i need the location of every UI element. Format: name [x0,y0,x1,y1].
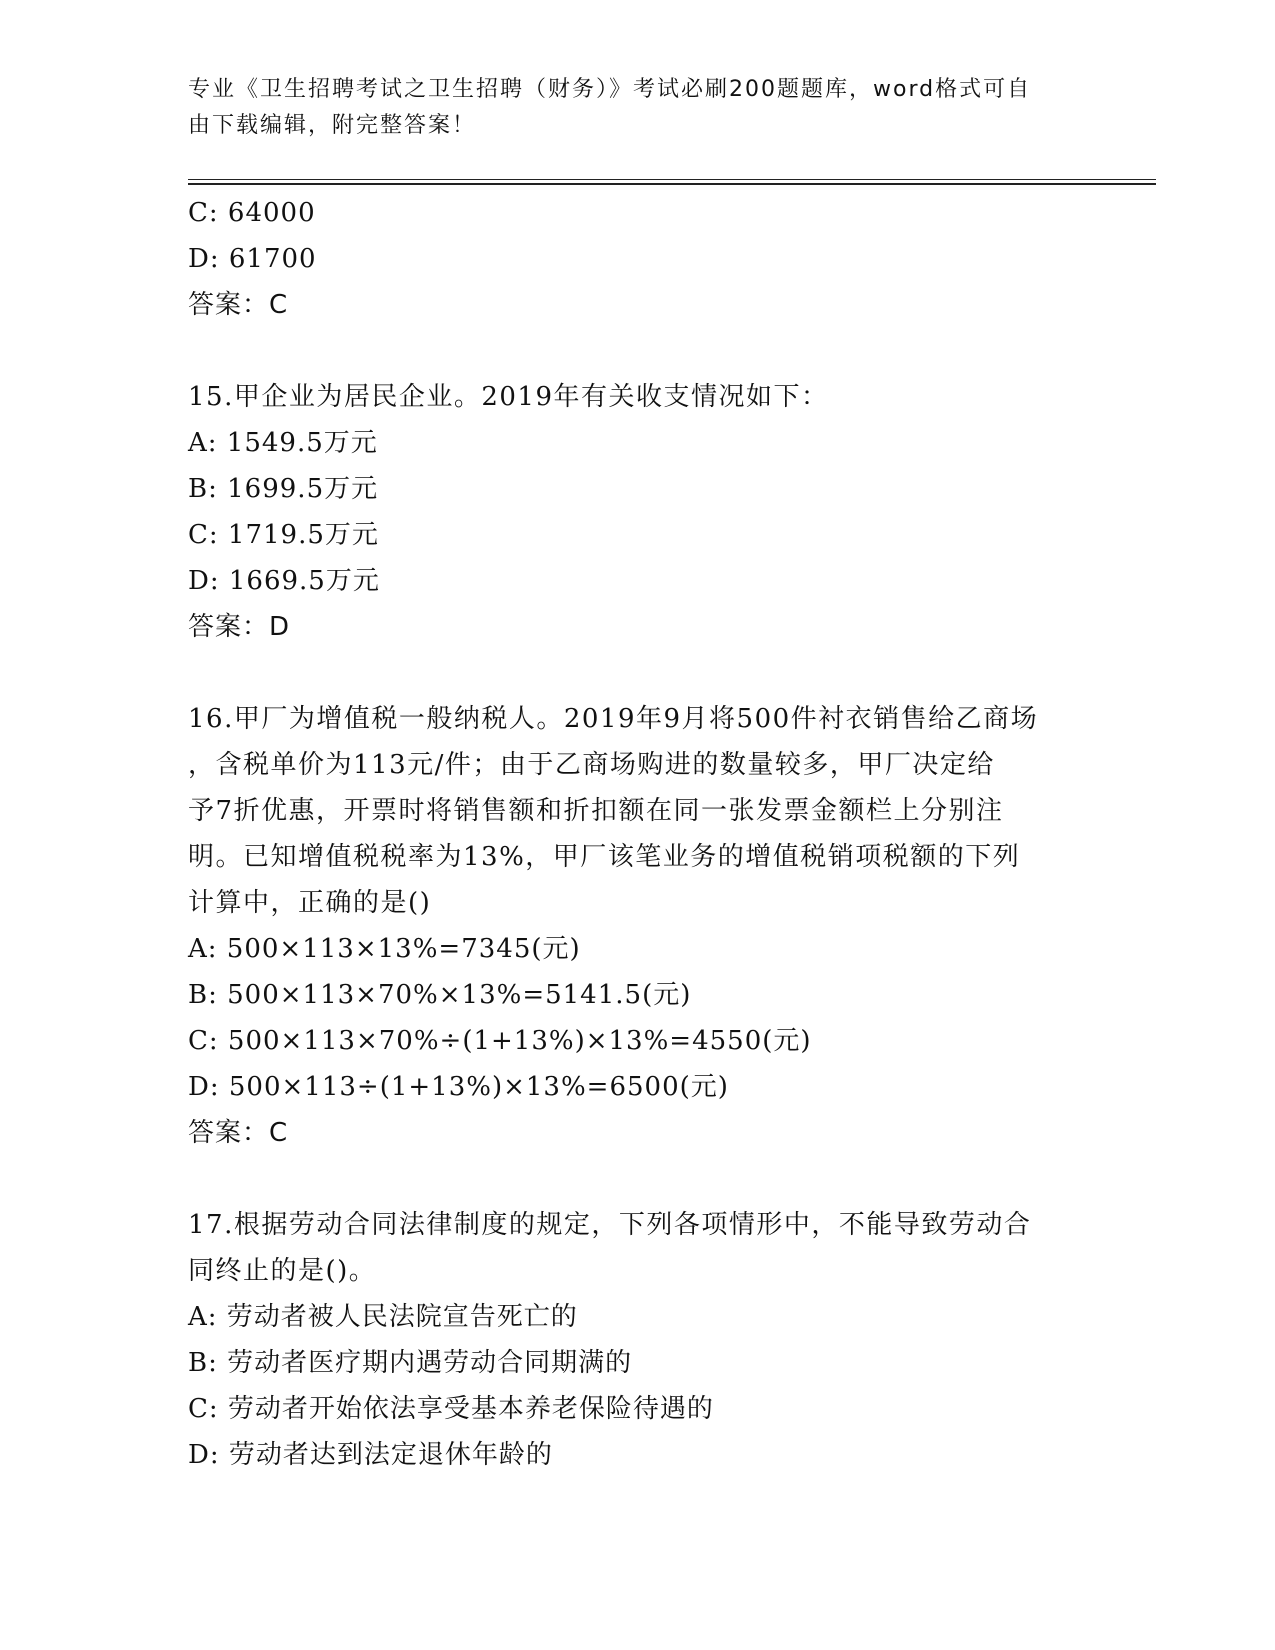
question-stem-line: 16.甲厂为增值税一般纳税人。2019年9月将500件衬衣销售给乙商场 [188,704,1039,734]
question-15 [188,374,1088,650]
answer-label: 答案：C [188,290,289,320]
option-c: C: 500×113×70%÷(1+13%)×13%=4550(元) [188,1026,812,1056]
answer-label: 答案：C [188,1118,289,1148]
option-d: D: 劳动者达到法定退休年龄的 [188,1440,553,1470]
option-a: A: 1549.5万元 [188,428,378,458]
question-17 [188,1202,1088,1478]
option-b: B: 500×113×70%×13%=5141.5(元) [188,980,692,1010]
question-16 [188,696,1088,1156]
option-a: A: 劳动者被人民法院宣告死亡的 [188,1302,578,1332]
question-stem-line: 17.根据劳动合同法律制度的规定，下列各项情形中，不能导致劳动合 [188,1210,1032,1240]
spacer [188,650,1088,696]
question-stem: 15.甲企业为居民企业。2019年有关收支情况如下： [188,382,829,412]
option-c: C: 1719.5万元 [188,520,379,550]
header-divider-thick [188,183,1156,185]
option-d: D: 1669.5万元 [188,566,380,596]
answer-label: 答案：D [188,612,291,642]
option-d: D: 61700 [188,244,317,274]
question-content [188,190,1088,1478]
question-stem-line: ，含税单价为113元/件；由于乙商场购进的数量较多，甲厂决定给 [188,750,995,780]
header-line-2: 由下载编辑，附完整答案！ [188,113,477,138]
option-a: A: 500×113×13%=7345(元) [188,934,581,964]
option-b: B: 劳动者医疗期内遇劳动合同期满的 [188,1348,633,1378]
option-c: C: 劳动者开始依法享受基本养老保险待遇的 [188,1394,714,1424]
question-stem-line: 同终止的是()。 [188,1256,377,1286]
question-stem-line: 计算中，正确的是() [188,888,432,918]
question-14-tail [188,190,1088,328]
document-header [188,72,1088,144]
option-c: C: 64000 [188,198,316,228]
question-stem-line: 予7折优惠，开票时将销售额和折扣额在同一张发票金额栏上分别注 [188,796,1004,826]
option-d: D: 500×113÷(1+13%)×13%=6500(元) [188,1072,729,1102]
header-line-1: 专业《卫生招聘考试之卫生招聘（财务）》考试必刷200题题库，word格式可自 [188,77,1032,102]
header-divider-thin [188,179,1156,180]
spacer [188,1156,1088,1202]
spacer [188,328,1088,374]
question-stem-line: 明。已知增值税税率为13%，甲厂该笔业务的增值税销项税额的下列 [188,842,1021,872]
option-b: B: 1699.5万元 [188,474,379,504]
